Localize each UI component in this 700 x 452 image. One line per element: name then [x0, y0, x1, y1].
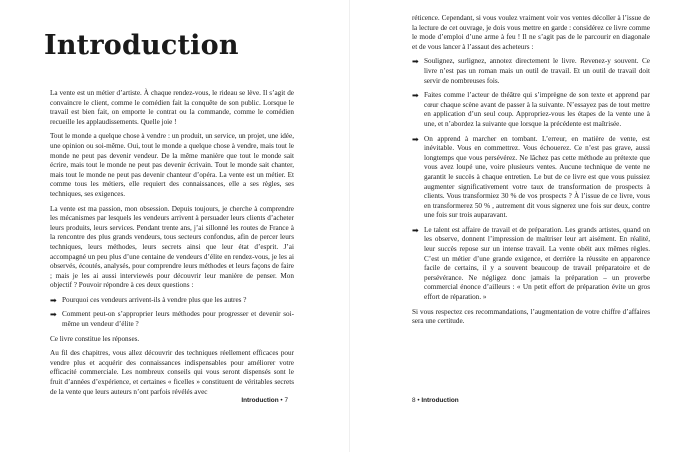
bullet-text: Soulignez, surlignez, annotez directement le livre. Revenez-y souvent. Ce livre n’est pas un roman mais un outil de travail. Et un outil de travail doit servir de nombreuses fois. [424, 57, 650, 85]
paragraph: La vente est ma passion, mon obsession. Depuis toujours, je cherche à comprendre les mécanismes par lesquels les vendeurs arrivent à persuader leurs clients d’acheter leurs produits, leurs services. Pendant trente ans, j’ai sillonné les routes de France à la rencontre des plus grands vendeurs, tous secteurs confondus, afin de percer leurs techniques, leurs méthodes, leurs secrets ainsi que leur état d’esprit. J’ai accompagné un peu plus d’une centaine de vendeurs d’élite en rendez-vous, je les ai observés, écoutés, analysés, pour comprendre leurs méthodes et leurs façons de faire ; mais je les ai aussi interviewés pour découvrir leur manière de penser. Mon objectif ? Pouvoir répondre à ces deux questions : [50, 204, 294, 290]
paragraph: réticence. Cependant, si vous voulez vraiment voir vos ventes décoller à l’issue de la lecture de cet ouvrage, je dois vous mettre en garde : considérez ce livre comme le mode d’emploi d’une arme à feu ! Il ne s’agit pas de le parcourir en diagonale et de vous lancer à l’assaut des acheteurs : [412, 14, 650, 51]
chapter-title: Introduction [44, 30, 239, 61]
running-head: Introduction [421, 397, 459, 404]
paragraph: Tout le monde a quelque chose à vendre : un produit, un service, un projet, une idée, une opinion ou soi-même. Oui, tout le monde a quelque chose à vendre, mais tout le monde ne peut pas devenir vendeur. De la même manière que tout le monde sait écrire, mais tout le monde ne peut pas devenir écrivain. Tout le monde sait chanter, mais tout le monde ne peut pas devenir chanteur d’opéra. La vente est un métier. Et comme tous les métiers, elle requiert des connaissances, elle a ses règles, ses techniques, ses exigences. [50, 132, 294, 198]
right-page [350, 0, 700, 452]
paragraph: La vente est un métier d’artiste. À chaque rendez-vous, le rideau se lève. Il s’agit de convaincre le client, comme le comédien fait la conquête de son public. Lorsque le travail est bien fait, on emporte le contrat ou la commande, comme le comédien recueille les applaudissements. Quelle joie ! [50, 89, 294, 126]
arrow-bullet-icon: ➡ [412, 225, 419, 235]
left-page-footer [241, 397, 288, 404]
page-number: 8 [412, 397, 416, 404]
bullet-item [412, 226, 650, 303]
bullet-item [412, 57, 650, 86]
right-page-footer [412, 397, 459, 404]
page-number: 7 [284, 397, 288, 404]
bullet-text: Faites comme l’acteur de théâtre qui s’imprègne de son texte et apprend par cœur chaque scène avant de passer à la suivante. N’essayez pas de tout mettre en application d’un seul coup. Appropriez-vous les étapes de la vente une à une, et n’abordez la suivante que lorsque la précédente est maîtrisée. [424, 91, 650, 128]
bullet-item [50, 296, 294, 306]
running-head: Introduction [241, 397, 279, 404]
arrow-bullet-icon: ➡ [412, 57, 419, 67]
paragraph: Ce livre constitue les réponses. [50, 334, 140, 343]
folio-separator: • [280, 397, 283, 404]
arrow-bullet-icon: ➡ [412, 91, 419, 101]
bullet-item [412, 91, 650, 129]
paragraph: Si vous respectez ces recommandations, l’augmentation de votre chiffre d’affaires sera une certitude. [412, 307, 650, 326]
arrow-bullet-icon: ➡ [50, 295, 57, 305]
left-body-text [50, 89, 294, 402]
arrow-bullet-icon: ➡ [50, 310, 57, 320]
paragraph: Au fil des chapitres, vous allez découvrir des techniques réellement efficaces pour vendre plus et acquérir des connaissances indispensables pour améliorer votre efficacité commerciale. Les nombreux conseils qui vous seront dispensés sont le fruit d’années d’expérience, et certaines « ficelles » constituent de véritables secrets de la vente que leurs auteurs n’ont parfois révélés avec [50, 349, 294, 396]
bullet-item [50, 310, 294, 329]
bullet-item [412, 135, 650, 221]
bullet-text: On apprend à marcher en tombant. L’erreur, en matière de vente, est inévitable. Vous en commettrez. Vous échouerez. Ce n’est pas grave, aussi longtemps que vous persévérez. Ne lâchez pas cette méthode au prétexte que vous avez loupé une, voire plusieurs ventes. Aucune technique de vente ne garantit le succès à chaque entretien. Le but de ce livre est que vous puissiez augmenter significativement votre taux de transformation de prospects à clients. Vous transformiez 30 % de vos prospects ? À l’issue de ce livre, vous en transformerez 50 % , autrement dit vous signerez une fois sur deux, contre une fois sur trois auparavant. [424, 134, 650, 220]
arrow-bullet-icon: ➡ [412, 134, 419, 144]
bullet-text: Le talent est affaire de travail et de préparation. Les grands artistes, quand on les observe, donnent l’impression de maîtriser leur art aisément. En réalité, leur succès repose sur un intense travail. La vente obéit aux mêmes règles. C’est un métier d’une grande exigence, et derrière la réussite en apparence facile de certains, il y a souvent beaucoup de travail préparatoire et de persévérance. Ne négligez donc jamais la préparation – un proverbe commercial énonce d’ailleurs : « Un petit effort de préparation évite un gros effort de réparation. » [424, 225, 650, 302]
bullet-text: Comment peut-on s’approprier leurs méthodes pour progresser et devenir soi-même un vendeur d’élite ? [62, 310, 294, 329]
bullet-text: Pourquoi ces vendeurs arrivent-ils à vendre plus que les autres ? [62, 295, 247, 304]
folio-separator: • [417, 397, 420, 404]
right-body-text [412, 14, 650, 332]
